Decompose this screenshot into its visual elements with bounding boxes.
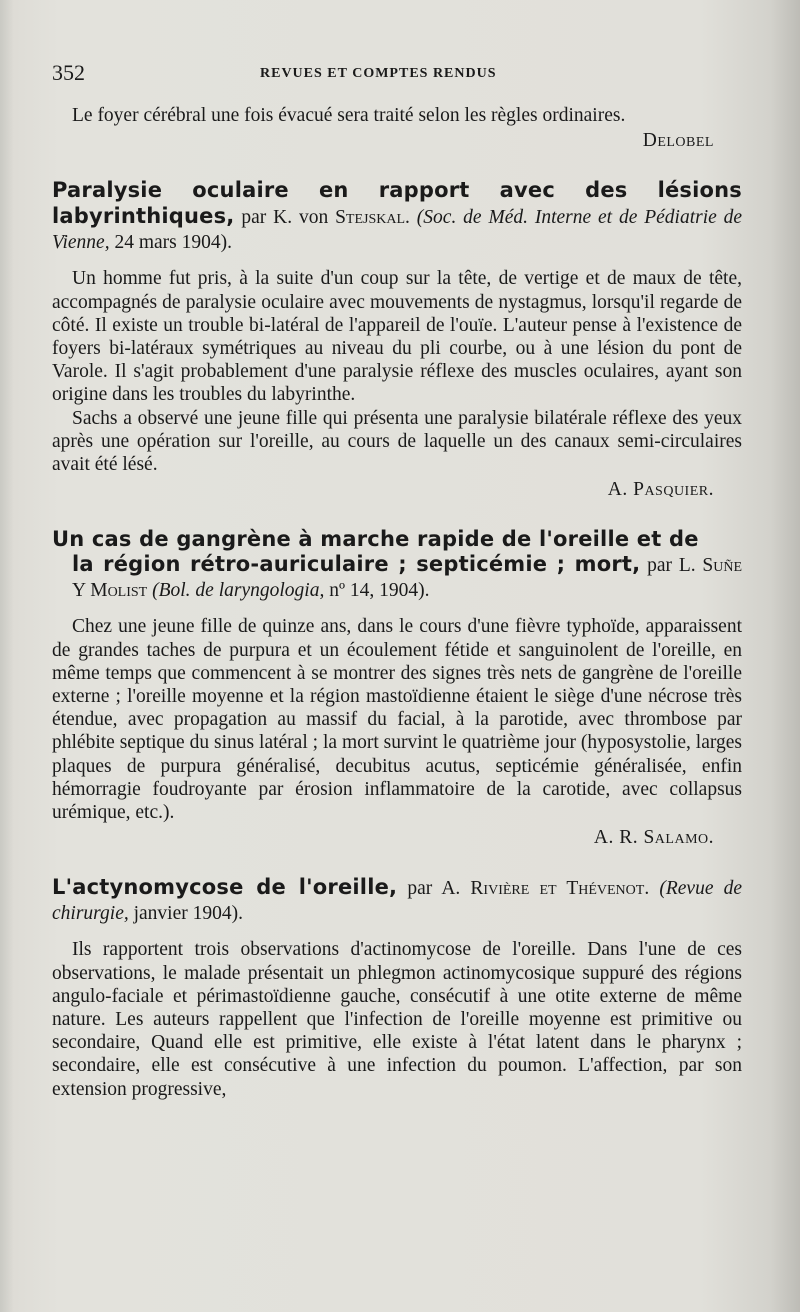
article-1-date: 24 mars 1904). [114,232,232,254]
running-head: REVUES ET COMPTES RENDUS [260,66,497,81]
article-1-heading [52,178,742,255]
article-3-author: Rivière et Thévenot. [470,878,650,900]
article-2-title-cont [52,552,742,603]
article-3-date: janvier 1904). [133,903,243,925]
intro-paragraph: Le foyer cérébral une fois évacué sera traité selon les règles ordinaires. [72,105,626,126]
article-2-author: L. Suñe Y Molist [72,555,742,602]
article-1-title: Paralysie oculaire en rapport avec des lésions labyrinthiques, [52,178,742,229]
article-3 [52,875,742,1100]
article-2-signature: A. R. Salamo. [593,827,714,849]
article-2 [52,527,742,849]
article-3-title: L'actynomycose de l'oreille, [52,875,398,900]
article-2-paragraph-1: Chez une jeune fille de quinze ans, dans le cours d'une fièvre typhoïde, apparaissent de grandes taches de purpura et un écoulement fétide et sanguinolent de l'oreille, en même temps que commencent à se montrer des signes très nets de gangrène de l'oreille externe ; l'oreille moyenne et la région mastoïdienne étaient le siège d'une nécrose très étendue, avec propagation au massif du facial, à la parotide, avec thrombose par phlébite septique du sinus latéral ; la mort survint le quatrième jour (hyposystolie, larges plaques de purpura généralisé, decubitus acutus, septicémie généralisée, enfin hémorragie foudroyante par érosion inflammatoire de la carotide, avec collapsus urémique, etc.). [52,616,742,824]
article-1 [52,178,742,501]
page-header [52,60,752,90]
article-3-source: (Revue de chirurgie, [52,878,743,925]
article-2-date: nº 14, 1904). [329,580,430,602]
article-3-heading [52,875,742,926]
article-1-by: par K. von [241,207,329,229]
article-3-paragraph-1: Ils rapportent trois observations d'actinomycose de l'oreille. Dans l'une de ces observations, le malade présentait un phlegmon actinomycosique suppuré des régions angulo-faciale et périmastoïdienne gauche, consécutif à une otite externe de même nature. Les auteurs rappellent que l'infection de l'oreille moyenne est primitive ou secondaire, Quand elle est primitive, elle existe à l'état latent dans le pharynx ; secondaire, elle est consécutive à une infection du poumon. L'affection, par son extension progressive, [52,939,742,1100]
page-number: 352 [52,60,85,85]
page-content [52,104,742,1101]
article-1-source: (Soc. de Méd. Interne et de Pédiatrie de Vienne, [52,207,743,254]
article-2-title-line-1: Un cas de gangrène à marche rapide de l'oreille et de [52,527,699,552]
article-2-heading [52,527,742,603]
article-1-paragraph-1: Un homme fut pris, à la suite d'un coup sur la tête, de vertige et de maux de tête, accompagnés de paralysie oculaire avec mouvements de nystagmus, lorsqu'il regarde de côté. Il existe un trouble bi-latéral de l'appareil de l'ouïe. L'auteur pense à l'existence de foyers bi-latéraux symétriques au niveau du pli courbe, ou à une lésion du pont de Varole. Il s'agit probablement d'une paralysie réflexe des muscles oculaires, ayant son origine dans les troubles du labyrinthe. [52,268,742,406]
article-2-source: (Bol. de laryngologia, [152,580,325,602]
article-1-author: Stejskal. [335,207,410,229]
article-1-signature: A. Pasquier. [607,479,714,501]
intro-signature: Delobel [642,130,714,152]
article-3-by: par A. [407,878,461,900]
article-1-paragraph-2: Sachs a observé une jeune fille qui présenta une paralysie bilatérale réflexe des yeux après une opération sur l'oreille, au cours de laquelle un des canaux semi-circulaires avait été lésé. [52,407,742,476]
article-2-by: par [647,555,673,577]
article-2-title-line-2: la région rétro-auriculaire ; septicémie ; mort, [72,552,641,577]
